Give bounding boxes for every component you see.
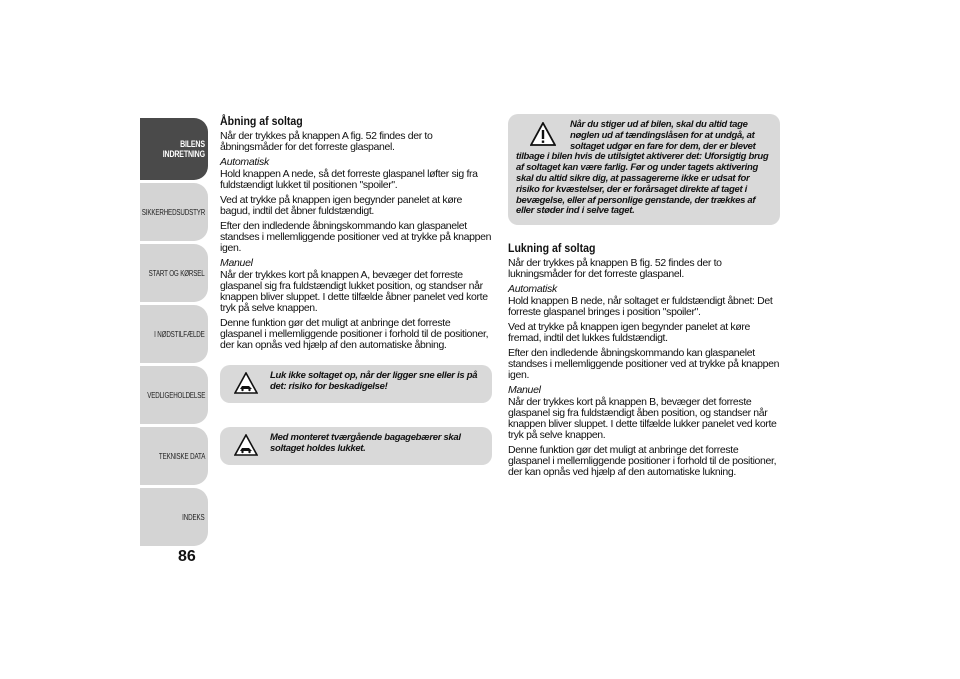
note-text: Med monteret tværgående bagagebærer skal soltaget holdes lukket. xyxy=(270,432,461,454)
tab-indeks[interactable] xyxy=(140,488,208,546)
paragraph: Når der trykkes kort på knappen B, bevæger det forreste glaspanel sig fra fuldstændigt åben position, og standser når knappen bliver sluppet. I dette tilfælde lukker panelet ved korte tryk på selve knappen. xyxy=(508,396,777,442)
tab-vedligeholdelse[interactable] xyxy=(140,366,208,424)
tab-tekniske-data[interactable] xyxy=(140,427,208,485)
tab-bilens-indretning[interactable] xyxy=(140,118,208,180)
subheading: Manuel xyxy=(508,384,541,397)
paragraph: Når der trykkes på knappen B fig. 52 findes der to lukningsmåder for det forreste glaspanel. xyxy=(508,257,722,281)
warning-box xyxy=(508,114,780,225)
paragraph: Efter den indledende åbningskommando kan glaspanelet standses i mellemliggende positioner ved at trykke på knappen igen. xyxy=(508,347,780,382)
tab-label: START OG KØRSEL xyxy=(148,268,205,278)
paragraph: Hold knappen B nede, når soltaget er fuldstændigt åbnet: Det forreste glaspanel bringes i position "spoiler". xyxy=(508,295,773,319)
tab-label: TEKNISKE DATA xyxy=(158,451,205,461)
left-column xyxy=(220,114,492,465)
caution-note xyxy=(220,427,492,465)
paragraph: Ved at trykke på knappen igen begynder panelet at køre fremad, indtil det lukkes fuldstændigt. xyxy=(508,321,751,345)
paragraph: Denne funktion gør det muligt at anbringe det forreste glaspanel i mellemliggende positioner i forhold til de positioner, der kan opnås ved hjælp af den automatiske lukning. xyxy=(508,444,777,479)
paragraph: Hold knappen A nede, så det forreste glaspanel løfter sig fra fuldstændigt lukket til positionen "spoiler". xyxy=(220,168,478,191)
caution-note xyxy=(220,365,492,403)
tab-label: INDEKS xyxy=(182,512,205,522)
tab-label: VEDLIGEHOLDELSE xyxy=(146,390,205,400)
warning-text: Når du stiger ud af bilen, skal du altid tage nøglen ud af tændingslåsen for at undgå, at soltaget udgør en fare for dem, der er blevet tilbage i bilen hvis de utilsigtet aktiverer det: Uforsigtig brug af soltaget kan være farlig. Før og under tagets aktivering skal du altid sikre dig, at passagererne ikke er udsat for risiko for kvæstelser, der er forårsaget direkte af taget i bevægelse, eller af personlige genstande, der trækkes af eller støder ind i selve taget. xyxy=(516,119,769,217)
car-caution-icon xyxy=(234,434,258,456)
chapter-sidebar xyxy=(140,118,210,549)
paragraph: Når der trykkes kort på knappen A, bevæger det forreste glaspanel sig fra fuldstændigt lukket position, og standser når knappen bliver sluppet. I dette tilfælde åbner panelet ved korte tryk på selve knappen. xyxy=(220,269,488,314)
tab-label: I NØDSTILFÆLDE xyxy=(154,329,205,339)
tab-sikkerhedsudstyr[interactable] xyxy=(140,183,208,241)
paragraph: Ved at trykke på knappen igen begynder panelet at køre bagud, indtil det åbner fuldstændigt. xyxy=(220,194,463,217)
tab-i-nodstilfaelde[interactable] xyxy=(140,305,208,363)
tab-start-og-korsel[interactable] xyxy=(140,244,208,302)
note-text: Luk ikke soltaget op, når der ligger sne eller is på det: risiko for beskadigelse! xyxy=(270,370,478,392)
subheading: Automatisk xyxy=(220,156,269,168)
tab-label: SIKKERHEDSUDSTYR xyxy=(141,207,205,217)
warning-icon xyxy=(530,122,556,146)
page-number: 86 xyxy=(178,548,196,565)
paragraph: Denne funktion gør det muligt at anbringe det forreste glaspanel i mellemliggende positioner i forhold til de positioner, der kan opnås ved hjælp af den automatiske åbning. xyxy=(220,317,489,351)
subheading: Manuel xyxy=(220,257,253,269)
paragraph: Når der trykkes på knappen A fig. 52 findes der to åbningsmåder for det forreste glaspanel. xyxy=(220,130,433,153)
tab-label: BILENS INDRETNING xyxy=(162,139,205,159)
right-column xyxy=(508,114,780,482)
paragraph: Efter den indledende åbningskommando kan glaspanelet standses i mellemliggende positioner ved at trykke på knappen igen. xyxy=(220,220,492,254)
car-caution-icon xyxy=(234,372,258,394)
subheading: Automatisk xyxy=(508,283,557,296)
section-heading: Lukning af soltag xyxy=(508,241,596,256)
section-heading: Åbning af soltag xyxy=(220,114,303,128)
